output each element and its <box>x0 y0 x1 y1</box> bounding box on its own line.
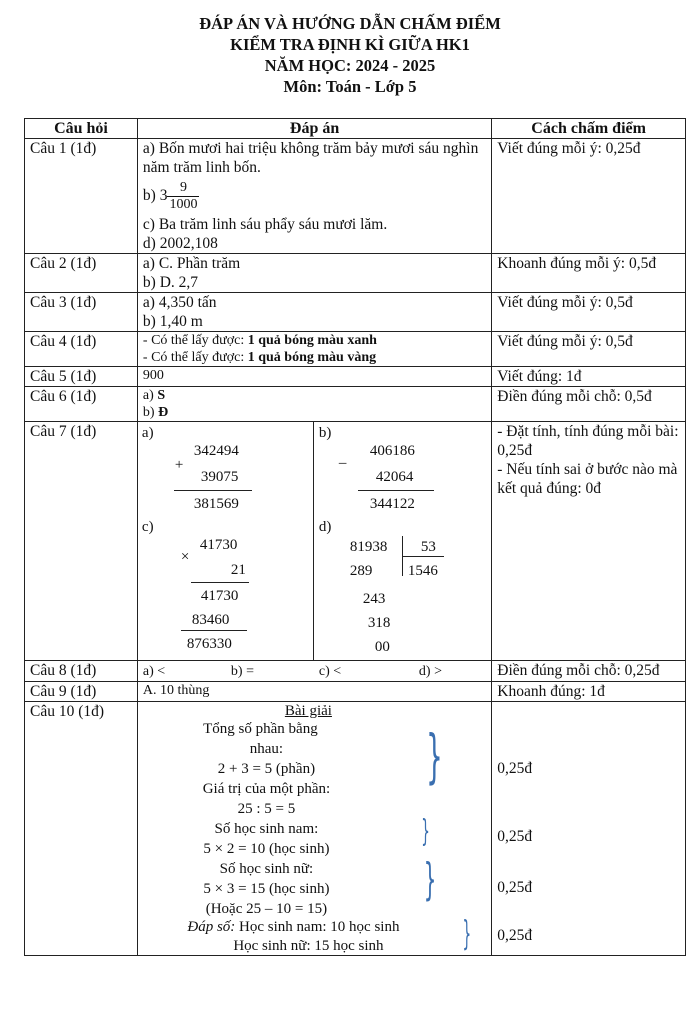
solution-line-1: Tổng số phần bằng <box>203 721 318 737</box>
calc-c-tag: c) <box>141 519 154 535</box>
answer-c: c) Ba trăm linh sáu phẩy sáu mươi lăm. <box>142 216 388 233</box>
calc-a-rule <box>174 490 252 491</box>
calc-d-divisor: 53 <box>420 539 436 555</box>
answer-cell: 900 <box>137 367 491 387</box>
answer-a-prefix: a) <box>142 388 158 403</box>
fraction-numerator: 9 <box>167 180 199 197</box>
answer-cell <box>137 661 491 682</box>
scoring-line-2: - Nếu tính sai ở bước nào mà kết quả đúng: 0đ <box>497 461 678 497</box>
calc-d-remainder2: 243 <box>362 591 386 607</box>
calc-b-n2: 42064 <box>375 469 414 485</box>
solution-line-2: nhau: <box>249 741 284 757</box>
question-label: Câu 4 (1đ) <box>25 332 138 367</box>
right-brace-icon: } <box>462 914 472 954</box>
question-label: Câu 1 (1đ) <box>25 139 138 254</box>
calc-c-result: 876330 <box>186 636 232 652</box>
header-school-year: NĂM HỌC: 2024 - 2025 <box>264 56 436 75</box>
score-point-3: 0,25đ <box>497 879 533 896</box>
answer-cell: A. 10 thùng <box>137 682 491 702</box>
score-points <box>492 702 685 955</box>
calc-b-n1: 406186 <box>369 443 415 459</box>
answer-b <box>143 404 486 421</box>
solution-line-7: 5 × 2 = 10 (học sinh) <box>203 841 330 857</box>
solution-answer-line-2: Học sinh nữ: 15 học sinh <box>233 938 384 954</box>
answer-a-bold: 1 quả bóng màu xanh <box>247 333 377 348</box>
answer-a <box>143 332 486 349</box>
answer-b: b) = <box>230 664 254 679</box>
calc-a-n1: 342494 <box>193 443 239 459</box>
answer-a: a) Bốn mươi hai triệu không trăm bảy mươi sáu nghìn năm trăm linh bốn. <box>142 140 479 176</box>
answer-b <box>143 349 486 366</box>
answer-cell <box>137 254 491 293</box>
calc-b-rule <box>358 490 434 491</box>
calc-c-n2: 21 <box>230 562 246 578</box>
answer-a <box>143 387 486 404</box>
calc-d-tag: d) <box>318 519 332 535</box>
scoring-cell: Viết đúng mỗi ý: 0,5đ <box>492 293 686 332</box>
question-label: Câu 9 (1đ) <box>25 682 138 702</box>
answer-b: b) D. 2,7 <box>142 274 199 291</box>
scoring-cell: Điền đúng mỗi chỗ: 0,25đ <box>492 661 686 682</box>
question-label: Câu 2 (1đ) <box>25 254 138 293</box>
answer-boys: Học sinh nam: 10 học sinh <box>235 919 400 935</box>
answer-cell <box>137 139 491 254</box>
solution-line-9: 5 × 3 = 15 (học sinh) <box>203 881 330 897</box>
solution-line-4: Giá trị của một phần: <box>202 781 331 797</box>
calc-c-partial2: 83460 <box>191 612 230 628</box>
table-row-q9 <box>25 682 686 702</box>
answer-b-prefix: b) 3 <box>142 187 168 205</box>
score-point-1: 0,25đ <box>497 760 533 777</box>
right-brace-icon: } <box>423 854 437 905</box>
answer-a-value: S <box>157 388 166 403</box>
answer-d: d) > <box>418 664 442 679</box>
solution-title: Bài giải <box>284 703 332 719</box>
answer-cell <box>137 702 491 956</box>
solution-line-6: Số học sinh nam: <box>214 821 319 837</box>
answer-b-value: Đ <box>158 405 169 420</box>
scoring-cell: Viết đúng mỗi ý: 0,25đ <box>492 139 686 254</box>
table-row-q8 <box>25 661 686 682</box>
calc-a-n2: 39075 <box>200 469 239 485</box>
column-header-scoring: Cách chấm điểm <box>492 119 686 139</box>
column-header-answer: Đáp án <box>137 119 491 139</box>
calc-c-rule2 <box>181 630 247 631</box>
header-subject: Môn: Toán - Lớp 5 <box>283 77 417 96</box>
right-brace-icon: } <box>426 722 443 790</box>
solution-line-3: 2 + 3 = 5 (phần) <box>217 761 316 777</box>
column-header-question: Câu hỏi <box>25 119 138 139</box>
column-divider <box>313 421 314 661</box>
calc-c-rule1 <box>191 582 249 583</box>
calc-d-remainder3: 318 <box>367 615 391 631</box>
calc-b-tag: b) <box>318 425 332 441</box>
table-header-row <box>25 119 686 139</box>
answer-b-bold: 1 quả bóng màu vàng <box>247 350 377 365</box>
scoring-cell <box>492 422 686 661</box>
fraction-denominator: 1000 <box>169 197 198 212</box>
header-subtitle: KIỂM TRA ĐỊNH KÌ GIỮA HK1 <box>230 35 470 54</box>
table-row-q3 <box>25 293 686 332</box>
table-row-q6 <box>25 387 686 422</box>
question-label: Câu 8 (1đ) <box>25 661 138 682</box>
solution <box>138 702 491 955</box>
calc-c-n1: 41730 <box>199 537 238 553</box>
answer-c: c) < <box>318 664 342 679</box>
scoring-cell: Khoanh đúng: 1đ <box>492 682 686 702</box>
scoring-cell: Điền đúng mỗi chỗ: 0,5đ <box>492 387 686 422</box>
table-row-q1 <box>25 139 686 254</box>
answer-a: a) < <box>142 664 166 679</box>
table-row-q10 <box>25 702 686 956</box>
question-label: Câu 5 (1đ) <box>25 367 138 387</box>
question-label: Câu 10 (1đ) <box>25 702 138 956</box>
answer-cell <box>137 293 491 332</box>
answer-cell <box>137 387 491 422</box>
calc-c-partial1: 41730 <box>200 588 239 604</box>
calc-c-op: × <box>180 549 190 565</box>
right-brace-icon: } <box>421 814 430 849</box>
solution-line-10: (Hoặc 25 – 10 = 15) <box>205 901 328 917</box>
score-point-2: 0,25đ <box>497 828 533 845</box>
answer-cell <box>137 332 491 367</box>
table-row-q2 <box>25 254 686 293</box>
fraction <box>167 180 199 213</box>
calc-d-remainder4: 00 <box>374 639 390 655</box>
scoring-cell: Khoanh đúng mỗi ý: 0,5đ <box>492 254 686 293</box>
answer-a: a) C. Phần trăm <box>142 255 241 272</box>
table-row-q5 <box>25 367 686 387</box>
calc-d-divider-horizontal <box>402 556 444 557</box>
solution-line-8: Số học sinh nữ: <box>219 861 314 877</box>
question-label: Câu 6 (1đ) <box>25 387 138 422</box>
answer-label: Đáp số: <box>187 919 236 935</box>
answer-d: d) 2002,108 <box>142 235 218 252</box>
solution-line-5: 25 : 5 = 5 <box>237 801 296 817</box>
calculation-grid <box>138 422 491 660</box>
answer-b <box>143 180 486 213</box>
table-row-q4 <box>25 332 686 367</box>
scoring-cell: Viết đúng: 1đ <box>492 367 686 387</box>
calc-d-quotient: 1546 <box>407 563 438 579</box>
answer-b-prefix: - Có thể lấy được: <box>142 350 248 365</box>
scoring-cell <box>492 702 686 956</box>
score-point-4: 0,25đ <box>497 927 533 944</box>
table-row-q7 <box>25 422 686 661</box>
answer-b-prefix: b) <box>142 405 159 420</box>
answer-cell <box>137 422 491 661</box>
calc-a-op: + <box>174 457 184 473</box>
answer-a: a) 4,350 tấn <box>142 294 217 311</box>
scoring-cell: Viết đúng mỗi ý: 0,5đ <box>492 332 686 367</box>
header-title: ĐÁP ÁN VÀ HƯỚNG DẪN CHẤM ĐIỂM <box>199 14 501 33</box>
calc-a-tag: a) <box>141 425 154 441</box>
calc-d-remainder1: 289 <box>349 563 373 579</box>
calc-d-dividend: 81938 <box>349 539 388 555</box>
question-label: Câu 3 (1đ) <box>25 293 138 332</box>
answer-a-prefix: - Có thể lấy được: <box>142 333 248 348</box>
calc-a-result: 381569 <box>193 496 239 512</box>
solution-answer-line-1 <box>123 918 464 936</box>
calc-b-result: 344122 <box>369 496 415 512</box>
scoring-line-1: - Đặt tính, tính đúng mỗi bài: 0,25đ <box>497 423 679 459</box>
question-label: Câu 7 (1đ) <box>25 422 138 661</box>
answer-b: b) 1,40 m <box>142 313 203 330</box>
calc-b-op: – <box>338 455 347 471</box>
answer-table <box>24 118 686 956</box>
document-header <box>0 13 700 97</box>
